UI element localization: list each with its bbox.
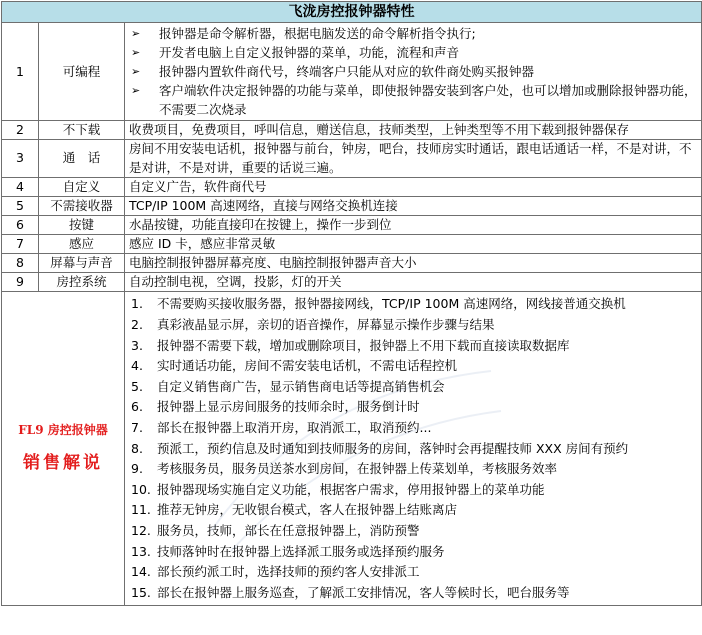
sales-point-text: 实时通话功能，房间不需安装电话机，不需电话程控机: [157, 358, 458, 374]
sales-point-number: 6.: [131, 399, 143, 415]
sales-point-item: [131, 500, 697, 521]
table-title: 飞泷房控报钟器特性: [2, 2, 702, 23]
sales-point-item: [131, 418, 697, 439]
feature-label: 通 话: [39, 140, 125, 177]
sales-point-number: 10.: [131, 481, 151, 497]
sales-point-number: 1.: [131, 296, 143, 312]
feature-row-9: [2, 273, 702, 292]
feature-value: 收费项目，免费项目，呼叫信息，赠送信息，技师类型，上钟类型等不用下载到报钟器保存: [125, 121, 702, 140]
bullet-item: [131, 62, 697, 81]
feature-bullets: [125, 23, 702, 121]
feature-number: 2: [2, 121, 39, 140]
sales-point-text: 报钟器上显示房间服务的技师余时，服务倒计时: [157, 399, 420, 415]
feature-label: 屏幕与声音: [39, 254, 125, 273]
sales-point-item: [131, 336, 697, 357]
feature-row-5: [2, 196, 702, 215]
feature-value: TCP/IP 100M 高速网络，直接与网络交换机连接: [125, 196, 702, 215]
feature-row-8: [2, 254, 702, 273]
sales-point-text: 部长在报钟器上取消开房，取消派工，取消预约...: [157, 419, 432, 435]
sales-point-text: 推荐无钟房，无收银台模式，客人在报钟器上结账离店: [157, 502, 458, 518]
bullet-item: [131, 24, 697, 43]
feature-number: 6: [2, 215, 39, 234]
bullet-text: 报钟器内置软件商代号，终端客户只能从对应的软件商处购买报钟器: [159, 64, 535, 80]
sales-point-text: 技师落钟时在报钟器上选择派工服务或选择预约服务: [157, 543, 445, 559]
sales-point-text: 服务员，技师，部长在任意报钟器上，消防预警: [157, 522, 420, 538]
feature-value: 房间不用安装电话机，报钟器与前台，钟房，吧台，技师房实时通话，跟电话通话一样，不是对讲，不是对讲，不是对讲，重要的话说三遍。: [125, 140, 702, 177]
bullet-list: [131, 24, 697, 119]
sales-point-number: 9.: [131, 461, 143, 477]
feature-row-3: [2, 140, 702, 177]
feature-number: 7: [2, 235, 39, 254]
arrow-bullet-icon: ➢: [131, 46, 141, 60]
bullet-text: 客户端软件决定报钟器的功能与菜单，即使报钟器安装到客户处，也可以增加或删除报钟器功能，不需要二次烧录: [159, 83, 697, 118]
feature-value: 自定义广告，软件商代号: [125, 177, 702, 196]
sales-point-number: 3.: [131, 337, 143, 353]
sales-point-text: 不需要购买接收服务器，报钟器接网线，TCP/IP 100M 高速网络，网线接普通交换机: [157, 296, 626, 312]
feature-number: 5: [2, 196, 39, 215]
bullet-text: 开发者电脑上自定义报钟器的菜单，功能，流程和声音: [159, 45, 460, 61]
sales-point-number: 4.: [131, 358, 143, 374]
title-row: [2, 2, 702, 23]
sales-point-number: 2.: [131, 317, 143, 333]
feature-row-6: [2, 215, 702, 234]
feature-value: 自动控制电视，空调，投影，灯的开关: [125, 273, 702, 292]
feature-label: 不下载: [39, 121, 125, 140]
sales-point-item: [131, 377, 697, 398]
sales-point-item: [131, 439, 697, 460]
arrow-bullet-icon: ➢: [131, 84, 141, 98]
bullet-item: [131, 81, 697, 119]
sales-point-text: 部长在报钟器上服务巡查，了解派工安排情况，客人等候时长，吧台服务等: [157, 584, 570, 600]
sales-point-item: [131, 397, 697, 418]
feature-label: 按键: [39, 215, 125, 234]
sales-point-number: 11.: [131, 502, 151, 518]
sales-point-text: 自定义销售商广告，显示销售商电话等提高销售机会: [157, 378, 445, 394]
sales-heading-cell: [2, 292, 125, 606]
feature-number: 1: [2, 23, 39, 121]
feature-row-7: [2, 235, 702, 254]
sales-point-number: 7.: [131, 419, 143, 435]
sales-point-item: [131, 480, 697, 501]
feature-label: 自定义: [39, 177, 125, 196]
feature-label: 房控系统: [39, 273, 125, 292]
feature-label: 不需接收器: [39, 196, 125, 215]
sales-row: [2, 292, 702, 606]
feature-number: 4: [2, 177, 39, 196]
sales-heading: 销售解说: [23, 453, 103, 474]
feature-row-4: [2, 177, 702, 196]
sales-points: [125, 292, 702, 606]
feature-row-1: [2, 23, 702, 121]
sales-point-item: [131, 583, 697, 604]
sales-point-number: 15.: [131, 584, 151, 600]
feature-number: 8: [2, 254, 39, 273]
sales-point-item: [131, 356, 697, 377]
feature-value: 感应 ID 卡，感应非常灵敏: [125, 235, 702, 254]
sales-point-item: [131, 521, 697, 542]
feature-table: [1, 1, 702, 606]
sales-point-number: 5.: [131, 378, 143, 394]
feature-value: 电脑控制报钟器屏幕亮度、电脑控制报钟器声音大小: [125, 254, 702, 273]
sales-model-name: FL9 房控报钟器: [18, 422, 108, 437]
sales-point-number: 14.: [131, 564, 151, 580]
feature-sheet: [1, 1, 701, 606]
feature-label: 可编程: [39, 23, 125, 121]
feature-label: 感应: [39, 235, 125, 254]
sales-point-text: 预派工，预约信息及时通知到技师服务的房间，落钟时会再提醒技师 XXX 房间有预约: [157, 440, 629, 456]
bullet-text: 报钟器是命令解析器，根据电脑发送的命令解析指令执行;: [159, 26, 476, 42]
sales-point-text: 部长预约派工时，选择技师的预约客人安排派工: [157, 564, 420, 580]
sales-point-item: [131, 542, 697, 563]
feature-row-2: [2, 121, 702, 140]
sales-point-text: 报钟器现场实施自定义功能，根据客户需求，停用报钟器上的菜单功能: [157, 481, 545, 497]
sales-point-number: 8.: [131, 440, 143, 456]
sales-point-number: 12.: [131, 522, 151, 538]
sales-point-number: 13.: [131, 543, 151, 559]
bullet-item: [131, 43, 697, 62]
sales-point-item: [131, 294, 697, 315]
arrow-bullet-icon: ➢: [131, 27, 141, 41]
sales-point-text: 考核服务员，服务员送茶水到房间，在报钟器上传菜划单，考核服务效率: [157, 461, 558, 477]
sales-point-item: [131, 562, 697, 583]
sales-point-list: [131, 294, 697, 603]
arrow-bullet-icon: ➢: [131, 65, 141, 79]
feature-number: 3: [2, 140, 39, 177]
feature-value: 水晶按键，功能直接印在按键上，操作一步到位: [125, 215, 702, 234]
sales-point-item: [131, 315, 697, 336]
sales-point-text: 报钟器不需要下载，增加或删除项目，报钟器上不用下载而直接读取数据库: [157, 337, 570, 353]
feature-number: 9: [2, 273, 39, 292]
sales-point-text: 真彩液晶显示屏，亲切的语音操作，屏幕显示操作步骤与结果: [157, 317, 495, 333]
sales-point-item: [131, 459, 697, 480]
